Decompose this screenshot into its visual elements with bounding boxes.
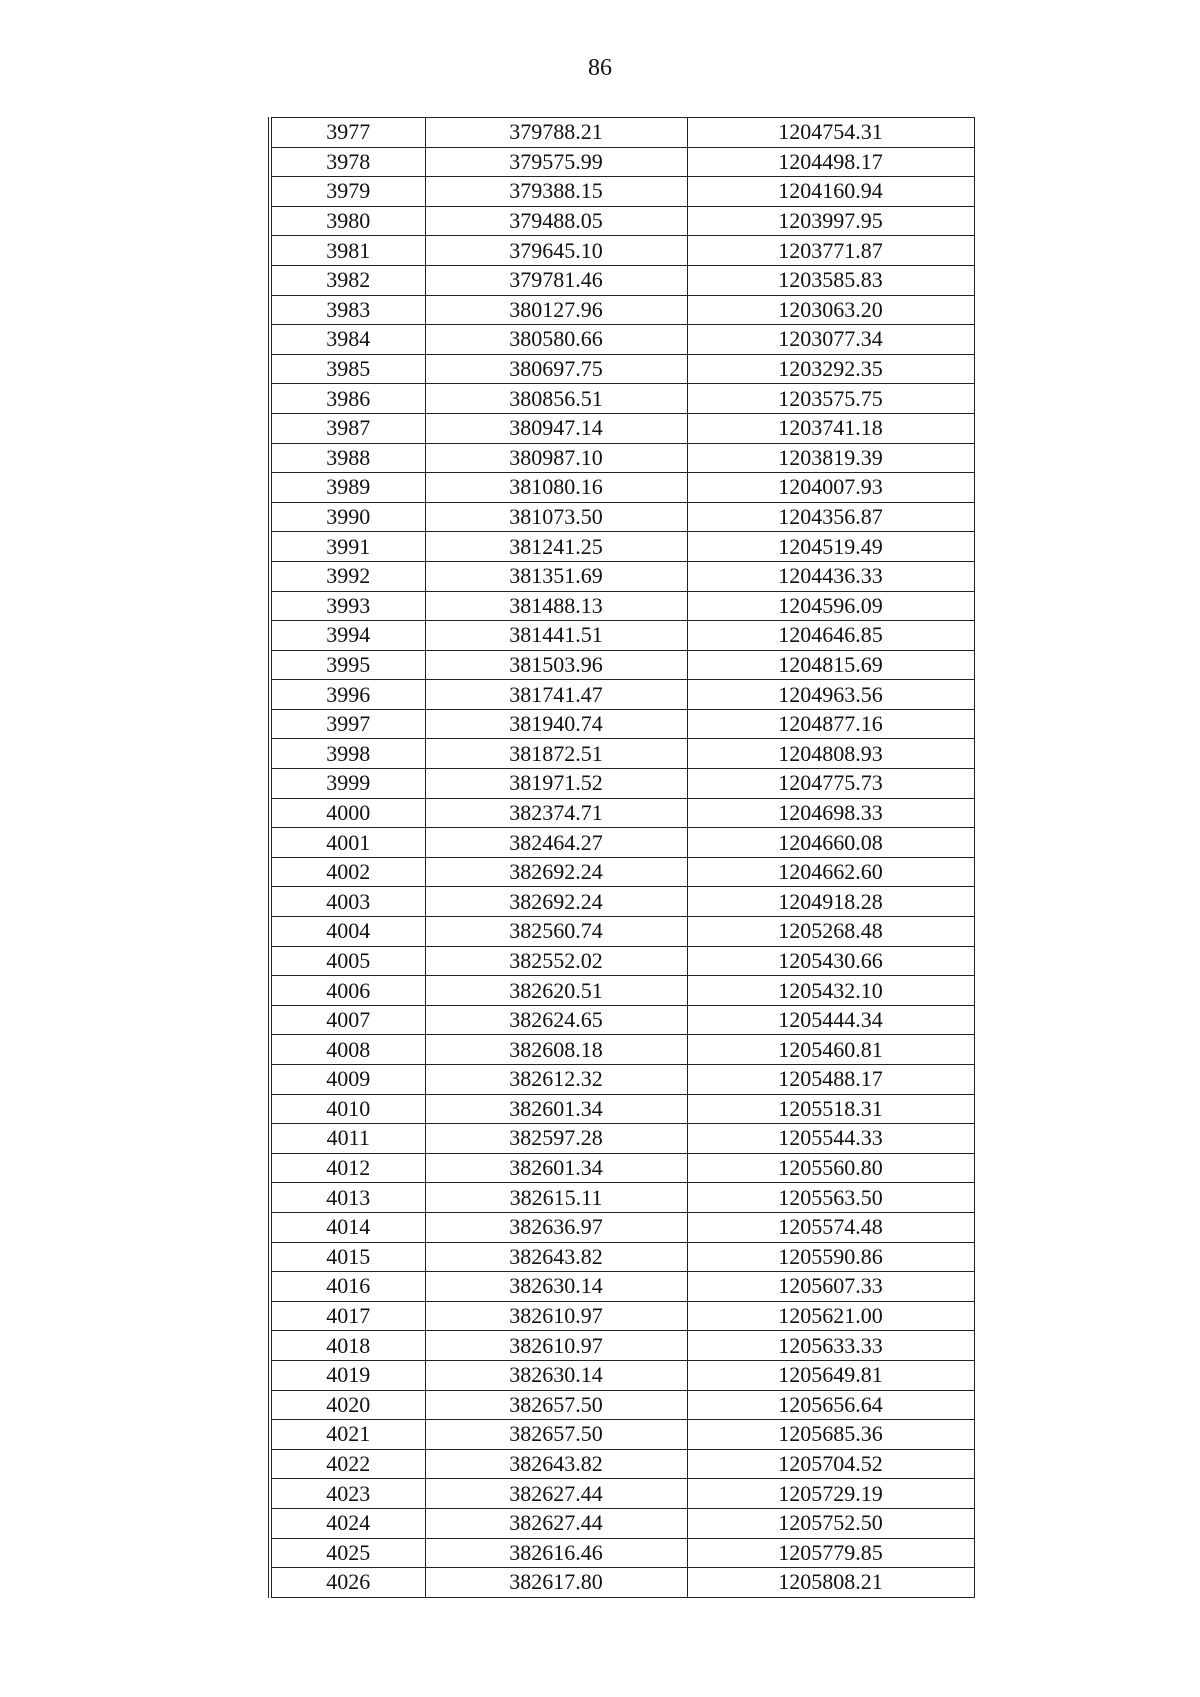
x-coordinate-cell: 381241.25 [425,532,687,562]
y-coordinate-cell: 1205574.48 [687,1212,974,1242]
y-coordinate-cell: 1204596.09 [687,591,974,621]
table-row [270,1035,974,1065]
y-coordinate-cell: 1205656.64 [687,1390,974,1420]
table-row [270,443,974,473]
x-coordinate-cell: 382374.71 [425,798,687,828]
x-coordinate-cell: 382608.18 [425,1035,687,1065]
table-row [270,354,974,384]
y-coordinate-cell: 1204160.94 [687,177,974,207]
x-coordinate-cell: 381080.16 [425,473,687,503]
x-coordinate-cell: 382610.97 [425,1301,687,1331]
table-row [270,857,974,887]
x-coordinate-cell: 379388.15 [425,177,687,207]
point-number-cell: 4009 [270,1065,425,1095]
page-number: 86 [588,55,612,81]
table-row [270,473,974,503]
table-row [270,828,974,858]
y-coordinate-cell: 1205544.33 [687,1124,974,1154]
point-number-cell: 3983 [270,295,425,325]
point-number-cell: 4011 [270,1124,425,1154]
table-row [270,680,974,710]
table-row [270,1212,974,1242]
x-coordinate-cell: 381971.52 [425,769,687,799]
x-coordinate-cell: 380987.10 [425,443,687,473]
point-number-cell: 4013 [270,1183,425,1213]
point-number-cell: 4022 [270,1449,425,1479]
y-coordinate-cell: 1204356.87 [687,502,974,532]
x-coordinate-cell: 382643.82 [425,1449,687,1479]
table-row [270,384,974,414]
point-number-cell: 4024 [270,1508,425,1538]
y-coordinate-cell: 1205752.50 [687,1508,974,1538]
x-coordinate-cell: 381940.74 [425,709,687,739]
x-coordinate-cell: 381351.69 [425,561,687,591]
coordinate-table-body [270,118,974,1598]
y-coordinate-cell: 1205268.48 [687,917,974,947]
coordinate-table [268,117,975,1598]
y-coordinate-cell: 1205560.80 [687,1153,974,1183]
point-number-cell: 4025 [270,1538,425,1568]
table-row [270,532,974,562]
x-coordinate-cell: 381872.51 [425,739,687,769]
y-coordinate-cell: 1205685.36 [687,1420,974,1450]
y-coordinate-cell: 1203292.35 [687,354,974,384]
table-row [270,1272,974,1302]
y-coordinate-cell: 1204815.69 [687,650,974,680]
x-coordinate-cell: 380127.96 [425,295,687,325]
x-coordinate-cell: 382627.44 [425,1508,687,1538]
point-number-cell: 3998 [270,739,425,769]
x-coordinate-cell: 382692.24 [425,857,687,887]
x-coordinate-cell: 382597.28 [425,1124,687,1154]
x-coordinate-cell: 382620.51 [425,976,687,1006]
y-coordinate-cell: 1205633.33 [687,1331,974,1361]
x-coordinate-cell: 379575.99 [425,147,687,177]
y-coordinate-cell: 1203741.18 [687,413,974,443]
y-coordinate-cell: 1204436.33 [687,561,974,591]
table-row [270,295,974,325]
point-number-cell: 4002 [270,857,425,887]
y-coordinate-cell: 1204963.56 [687,680,974,710]
y-coordinate-cell: 1203819.39 [687,443,974,473]
point-number-cell: 4003 [270,887,425,917]
point-number-cell: 4017 [270,1301,425,1331]
table-row [270,591,974,621]
table-row [270,1420,974,1450]
y-coordinate-cell: 1205621.00 [687,1301,974,1331]
point-number-cell: 3984 [270,325,425,355]
x-coordinate-cell: 382630.14 [425,1360,687,1390]
y-coordinate-cell: 1204662.60 [687,857,974,887]
point-number-cell: 3995 [270,650,425,680]
table-row [270,1568,974,1598]
x-coordinate-cell: 382464.27 [425,828,687,858]
x-coordinate-cell: 382692.24 [425,887,687,917]
point-number-cell: 3977 [270,118,425,148]
y-coordinate-cell: 1204519.49 [687,532,974,562]
table-row [270,561,974,591]
y-coordinate-cell: 1204007.93 [687,473,974,503]
x-coordinate-cell: 382617.80 [425,1568,687,1598]
table-row [270,118,974,148]
point-number-cell: 3981 [270,236,425,266]
y-coordinate-cell: 1204808.93 [687,739,974,769]
x-coordinate-cell: 382616.46 [425,1538,687,1568]
table-row [270,1124,974,1154]
x-coordinate-cell: 379488.05 [425,206,687,236]
table-row [270,147,974,177]
x-coordinate-cell: 382627.44 [425,1479,687,1509]
table-row [270,1479,974,1509]
point-number-cell: 3986 [270,384,425,414]
table-row [270,1449,974,1479]
x-coordinate-cell: 382657.50 [425,1420,687,1450]
point-number-cell: 3979 [270,177,425,207]
x-coordinate-cell: 382601.34 [425,1094,687,1124]
y-coordinate-cell: 1204775.73 [687,769,974,799]
table-row [270,976,974,1006]
point-number-cell: 4008 [270,1035,425,1065]
y-coordinate-cell: 1205808.21 [687,1568,974,1598]
table-row [270,621,974,651]
table-row [270,709,974,739]
table-row [270,1331,974,1361]
x-coordinate-cell: 379788.21 [425,118,687,148]
y-coordinate-cell: 1204877.16 [687,709,974,739]
point-number-cell: 4014 [270,1212,425,1242]
y-coordinate-cell: 1205649.81 [687,1360,974,1390]
point-number-cell: 4023 [270,1479,425,1509]
point-number-cell: 4012 [270,1153,425,1183]
y-coordinate-cell: 1203575.75 [687,384,974,414]
y-coordinate-cell: 1205432.10 [687,976,974,1006]
y-coordinate-cell: 1205779.85 [687,1538,974,1568]
point-number-cell: 4026 [270,1568,425,1598]
point-number-cell: 4005 [270,946,425,976]
table-row [270,1065,974,1095]
point-number-cell: 3997 [270,709,425,739]
point-number-cell: 4015 [270,1242,425,1272]
table-row [270,206,974,236]
point-number-cell: 4000 [270,798,425,828]
x-coordinate-cell: 382552.02 [425,946,687,976]
table-row [270,1242,974,1272]
table-row [270,1508,974,1538]
x-coordinate-cell: 380697.75 [425,354,687,384]
x-coordinate-cell: 380856.51 [425,384,687,414]
table-row [270,1183,974,1213]
point-number-cell: 4006 [270,976,425,1006]
y-coordinate-cell: 1205460.81 [687,1035,974,1065]
point-number-cell: 3991 [270,532,425,562]
point-number-cell: 3980 [270,206,425,236]
x-coordinate-cell: 380580.66 [425,325,687,355]
table-row [270,887,974,917]
y-coordinate-cell: 1204646.85 [687,621,974,651]
table-row [270,325,974,355]
table-row [270,1301,974,1331]
table-row [270,1538,974,1568]
y-coordinate-cell: 1205488.17 [687,1065,974,1095]
table-row [270,502,974,532]
x-coordinate-cell: 382610.97 [425,1331,687,1361]
y-coordinate-cell: 1205430.66 [687,946,974,976]
y-coordinate-cell: 1205444.34 [687,1005,974,1035]
point-number-cell: 3992 [270,561,425,591]
table-row [270,177,974,207]
point-number-cell: 4010 [270,1094,425,1124]
point-number-cell: 4020 [270,1390,425,1420]
point-number-cell: 4007 [270,1005,425,1035]
y-coordinate-cell: 1203771.87 [687,236,974,266]
table-row [270,1153,974,1183]
y-coordinate-cell: 1205607.33 [687,1272,974,1302]
table-row [270,236,974,266]
y-coordinate-cell: 1204698.33 [687,798,974,828]
x-coordinate-cell: 382636.97 [425,1212,687,1242]
x-coordinate-cell: 382615.11 [425,1183,687,1213]
point-number-cell: 4019 [270,1360,425,1390]
y-coordinate-cell: 1203063.20 [687,295,974,325]
point-number-cell: 4004 [270,917,425,947]
y-coordinate-cell: 1204660.08 [687,828,974,858]
x-coordinate-cell: 379781.46 [425,265,687,295]
table-row [270,650,974,680]
x-coordinate-cell: 382630.14 [425,1272,687,1302]
table-row [270,917,974,947]
y-coordinate-cell: 1205704.52 [687,1449,974,1479]
point-number-cell: 3985 [270,354,425,384]
x-coordinate-cell: 381441.51 [425,621,687,651]
y-coordinate-cell: 1204918.28 [687,887,974,917]
point-number-cell: 4001 [270,828,425,858]
x-coordinate-cell: 379645.10 [425,236,687,266]
table-row [270,769,974,799]
x-coordinate-cell: 382643.82 [425,1242,687,1272]
y-coordinate-cell: 1205518.31 [687,1094,974,1124]
y-coordinate-cell: 1203077.34 [687,325,974,355]
x-coordinate-cell: 382657.50 [425,1390,687,1420]
point-number-cell: 3982 [270,265,425,295]
x-coordinate-cell: 381741.47 [425,680,687,710]
x-coordinate-cell: 381488.13 [425,591,687,621]
y-coordinate-cell: 1203997.95 [687,206,974,236]
table-row [270,1005,974,1035]
x-coordinate-cell: 380947.14 [425,413,687,443]
point-number-cell: 3994 [270,621,425,651]
y-coordinate-cell: 1205563.50 [687,1183,974,1213]
table-row [270,1360,974,1390]
point-number-cell: 3993 [270,591,425,621]
x-coordinate-cell: 382601.34 [425,1153,687,1183]
point-number-cell: 4018 [270,1331,425,1361]
y-coordinate-cell: 1203585.83 [687,265,974,295]
table-row [270,265,974,295]
y-coordinate-cell: 1205590.86 [687,1242,974,1272]
point-number-cell: 3988 [270,443,425,473]
point-number-cell: 3989 [270,473,425,503]
x-coordinate-cell: 382560.74 [425,917,687,947]
point-number-cell: 3996 [270,680,425,710]
x-coordinate-cell: 382624.65 [425,1005,687,1035]
point-number-cell: 3990 [270,502,425,532]
point-number-cell: 4016 [270,1272,425,1302]
table-row [270,798,974,828]
point-number-cell: 4021 [270,1420,425,1450]
table-row [270,739,974,769]
y-coordinate-cell: 1204754.31 [687,118,974,148]
point-number-cell: 3978 [270,147,425,177]
point-number-cell: 3987 [270,413,425,443]
point-number-cell: 3999 [270,769,425,799]
table-row [270,1390,974,1420]
x-coordinate-cell: 381503.96 [425,650,687,680]
y-coordinate-cell: 1204498.17 [687,147,974,177]
x-coordinate-cell: 382612.32 [425,1065,687,1095]
table-row [270,1094,974,1124]
x-coordinate-cell: 381073.50 [425,502,687,532]
table-row [270,413,974,443]
table-row [270,946,974,976]
y-coordinate-cell: 1205729.19 [687,1479,974,1509]
